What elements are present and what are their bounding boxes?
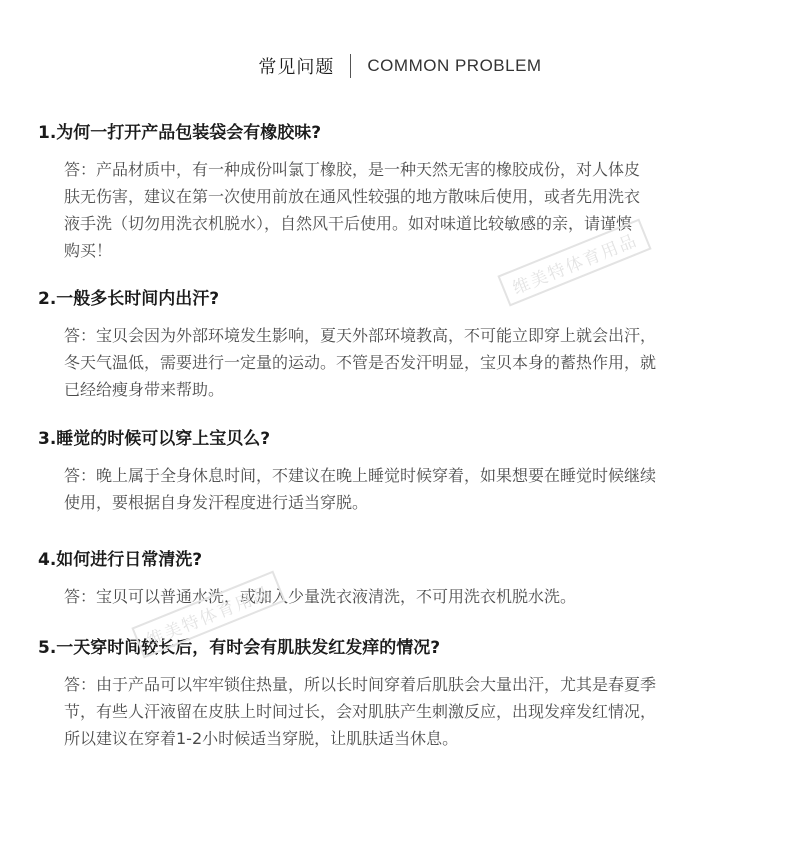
faq-item-3 [38, 428, 778, 516]
faq-answer [38, 462, 778, 516]
watermark-stamp: 维美特体育用品 [131, 571, 285, 659]
faq-question: 2.一般多长时间内出汗? [38, 289, 220, 309]
answer-line: 答：宝贝会因为外部环境发生影响，夏天外部环境教高，不可能立即穿上就会出汗， [64, 326, 657, 345]
page-title-en: COMMON PROBLEM [367, 56, 542, 75]
faq-question: 3.睡觉的时候可以穿上宝贝么? [38, 429, 271, 449]
faq-answer [38, 322, 778, 403]
answer-line: 肤无伤害，建议在第一次使用前放在通风性较强的地方散味后使用，或者先用洗衣 [64, 187, 641, 206]
header-divider [350, 54, 351, 78]
answer-line: 液手洗（切勿用洗衣机脱水），自然风干后使用。如对味道比较敏感的亲，请谨慎 [64, 214, 633, 233]
faq-question: 5.一天穿时间较长后，有时会有肌肤发红发痒的情况? [38, 638, 441, 658]
faq-answer [38, 156, 778, 264]
page-title-zh: 常见问题 [258, 57, 335, 78]
faq-question: 4.如何进行日常清洗? [38, 550, 203, 570]
faq-answer [38, 583, 778, 610]
answer-line: 答：宝贝可以普通水洗，或加入少量洗衣液清洗，不可用洗衣机脱水洗。 [64, 587, 577, 606]
answer-line: 答：由于产品可以牢牢锁住热量，所以长时间穿着后肌肤会大量出汗，尤其是春夏季 [64, 675, 657, 694]
answer-line: 答：产品材质中，有一种成份叫氯丁橡胶，是一种天然无害的橡胶成份，对人体皮 [64, 160, 641, 179]
faq-item-1 [38, 122, 778, 264]
answer-line: 答：晚上属于全身休息时间，不建议在晚上睡觉时候穿着，如果想要在睡觉时候继续 [64, 466, 657, 485]
faq-item-4 [38, 549, 778, 610]
faq-question: 1.为何一打开产品包装袋会有橡胶味? [38, 123, 322, 143]
answer-line: 已经给瘦身带来帮助。 [64, 380, 225, 399]
answer-line: 节，有些人汗液留在皮肤上时间过长，会对肌肤产生刺激反应，出现发痒发红情况， [64, 702, 657, 721]
answer-line: 所以建议在穿着1-2小时候适当穿脱，让肌肤适当休息。 [64, 729, 459, 748]
page-header [0, 52, 800, 80]
faq-item-2 [38, 288, 778, 403]
answer-line: 购买！ [64, 241, 113, 260]
watermark-stamp: 维美特体育用品 [497, 219, 651, 307]
faq-answer [38, 671, 778, 752]
answer-line: 冬天气温低，需要进行一定量的运动。不管是否发汗明显，宝贝本身的蓄热作用，就 [64, 353, 657, 372]
answer-line: 使用，要根据自身发汗程度进行适当穿脱。 [64, 493, 369, 512]
